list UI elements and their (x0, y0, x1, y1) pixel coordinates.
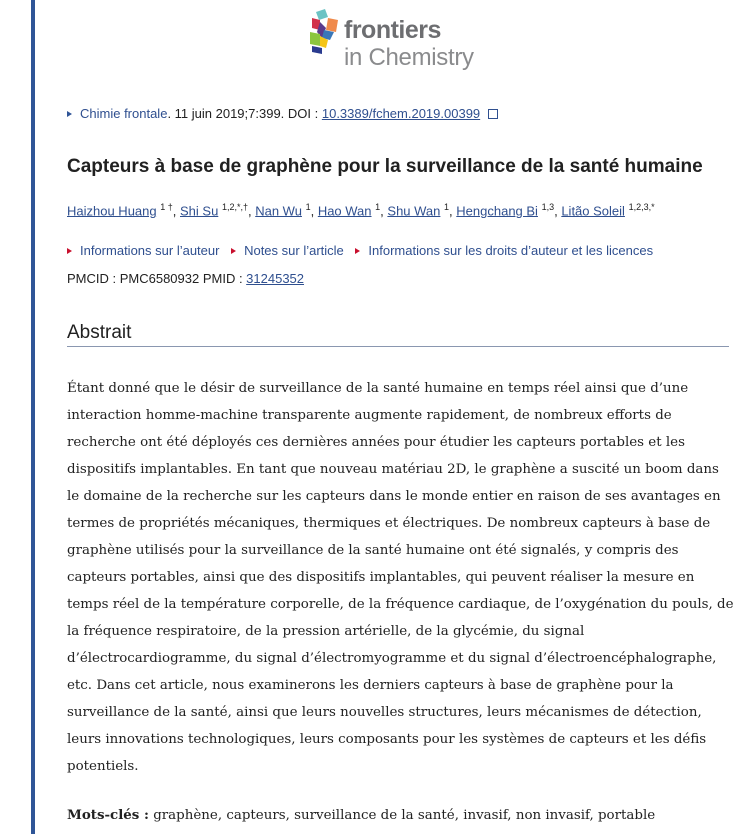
expand-triangle-icon (67, 248, 72, 254)
expand-triangle-icon[interactable] (67, 111, 72, 117)
author-affiliation: 1,2,3,* (628, 202, 655, 212)
left-accent-bar (31, 0, 35, 834)
author-affiliation: 1 (444, 202, 450, 212)
author-link[interactable]: Shi Su (180, 203, 219, 219)
logo-line1: frontiers (344, 16, 441, 44)
expand-triangle-icon (355, 248, 360, 254)
author-link[interactable]: Hao Wan (317, 203, 372, 219)
frontiers-logo (308, 8, 498, 74)
external-link-icon[interactable] (488, 109, 498, 119)
article-notes-toggle[interactable]: Notes sur l’article (244, 243, 344, 258)
author-affiliation: 1 (305, 202, 311, 212)
author-link[interactable]: Hengchang Bi (456, 203, 538, 219)
author-list: Haizhou Huang $^{1 \dagger}$, Shi Su $^{1,2,*,\dagger}$, Nan Wu $^1$, Hao Wan $^1$, Shu Wan $^1$, Hengchang Bi $^{1,3}$, Litão Soleil $^{1,2,3,*}$ (67, 202, 655, 219)
article-title: Capteurs à base de graphène pour la surveillance de la santé humaine (67, 156, 703, 177)
doi-link[interactable]: 10.3389/fchem.2019.00399 (321, 106, 481, 121)
expand-triangle-icon (231, 248, 236, 254)
info-links (67, 243, 661, 258)
logo-line2: in Chemistry (344, 44, 474, 71)
author-link[interactable]: Nan Wu (255, 203, 302, 219)
heading-divider (67, 346, 729, 347)
keywords-value: graphène, capteurs, surveillance de la santé, invasif, non invasif, portable (148, 808, 656, 823)
pmcid-text: PMCID : PMC6580932 PMID : (67, 271, 247, 286)
author-affiliation: 1 (375, 202, 381, 212)
author-link[interactable]: Haizhou Huang (67, 203, 157, 219)
citation-line (67, 106, 498, 121)
abstract-text: Étant donné que le désir de surveillance de la santé humaine en temps réel ainsi que d’une interaction homme-machine transparente augmente rapidement, de nombreux efforts de recherche ont été déployés ces dernières années pour étudier les capteurs portables et les dispositifs implantables. En tant que nouveau matériau 2D, le graphène a suscité un boom dans le domaine de la recherche sur les capteurs dans le monde entier en raison de ses avantages en termes de propriétés mécaniques, thermiques et électriques. De nombreux capteurs à base de graphène utilisés pour la surveillance de la santé humaine ont été signalés, y compris des capteurs portables, ainsi que des dispositifs implantables, qui peuvent réaliser la mesure en temps réel de la température corporelle, de la fréquence cardiaque, de l’oxygénation du pouls, de la fréquence respiratoire, de la pression artérielle, de la glycémie, du signal d’électrocardiogramme, du signal d’électromyogramme et du signal d’électroencéphalographe, etc. Dans cet article, nous examinerons les derniers capteurs à base de graphène pour la surveillance de la santé, ainsi que leurs nouvelles structures, leurs mécanismes de détection, leurs innovations technologiques, leurs composants pour les systèmes de capteurs et les défis potentiels. (67, 381, 734, 774)
citation-details: . 11 juin 2019;7:399. DOI : (167, 106, 322, 121)
article-ids (67, 271, 304, 286)
keywords (67, 807, 655, 823)
abstract-heading: Abstrait (67, 322, 132, 343)
journal-link[interactable]: Chimie frontale (80, 106, 168, 121)
author-link[interactable]: Shu Wan (387, 203, 441, 219)
copyright-info-toggle[interactable]: Informations sur les droits d’auteur et les licences (368, 243, 654, 258)
pmid-link[interactable]: 31245352 (246, 271, 305, 286)
frontiers-cubes-icon (308, 8, 344, 58)
author-affiliation: 1,2,*,† (221, 202, 248, 212)
author-info-toggle[interactable]: Informations sur l’auteur (80, 243, 220, 258)
author-link[interactable]: Litão Soleil (561, 203, 625, 219)
author-affiliation: 1,3 (541, 202, 555, 212)
author-affiliation: 1 † (160, 202, 173, 212)
keywords-label: Mots-clés : (67, 807, 149, 823)
